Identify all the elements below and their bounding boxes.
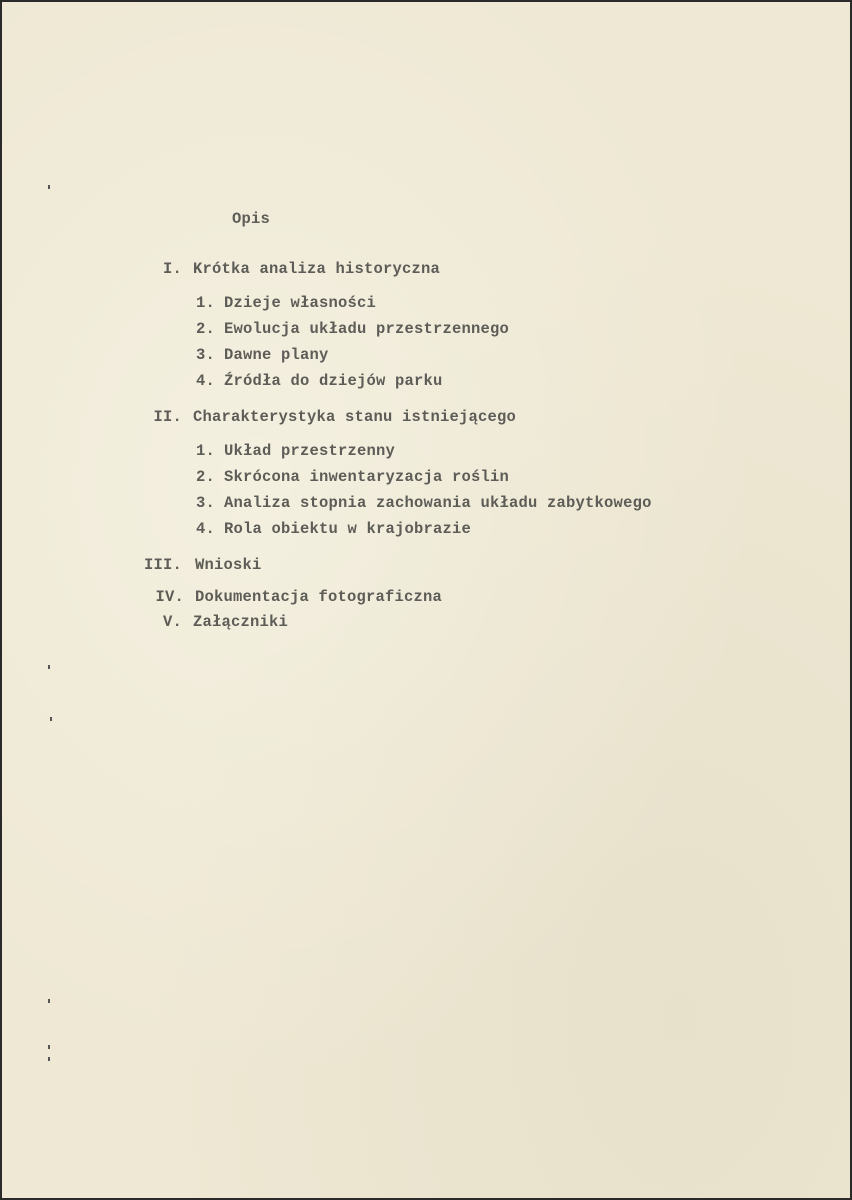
section-number: III. [143, 556, 182, 574]
item-number: 2. [196, 468, 216, 486]
section-heading: Wnioski [195, 556, 262, 574]
section-number: V. [162, 613, 182, 631]
item-label: Dawne plany [224, 346, 329, 364]
item-label: Źródła do dziejów parku [224, 372, 443, 390]
scan-speck [50, 717, 52, 721]
section-heading: Krótka analiza historyczna [193, 260, 441, 278]
item-number: 4. [196, 372, 216, 390]
item-label: Dzieje własności [224, 294, 377, 312]
document-page [2, 2, 850, 1198]
item-number: 3. [196, 346, 216, 364]
section-heading: Charakterystyka stanu istniejącego [193, 408, 517, 426]
item-number: 1. [196, 442, 216, 460]
scan-speck [48, 185, 50, 189]
item-number: 2. [196, 320, 216, 338]
item-number: 3. [196, 494, 216, 512]
item-label: Analiza stopnia zachowania układu zabytkowego [224, 494, 652, 512]
scan-speck [48, 999, 50, 1003]
item-number: 4. [196, 520, 216, 538]
scan-speck [48, 1045, 50, 1049]
scan-speck [48, 1057, 50, 1061]
item-label: Ewolucja układu przestrzennego [224, 320, 510, 338]
section-number: II. [153, 408, 182, 426]
scan-speck [48, 665, 50, 669]
item-number: 1. [196, 294, 216, 312]
item-label: Rola obiektu w krajobrazie [224, 520, 472, 538]
item-label: Skrócona inwentaryzacja roślin [224, 468, 510, 486]
section-number: I. [162, 260, 182, 278]
section-number: IV. [155, 588, 184, 606]
section-heading: Załączniki [193, 613, 289, 631]
document-title: Opis [232, 210, 271, 228]
section-heading: Dokumentacja fotograficzna [195, 588, 443, 606]
item-label: Układ przestrzenny [224, 442, 396, 460]
